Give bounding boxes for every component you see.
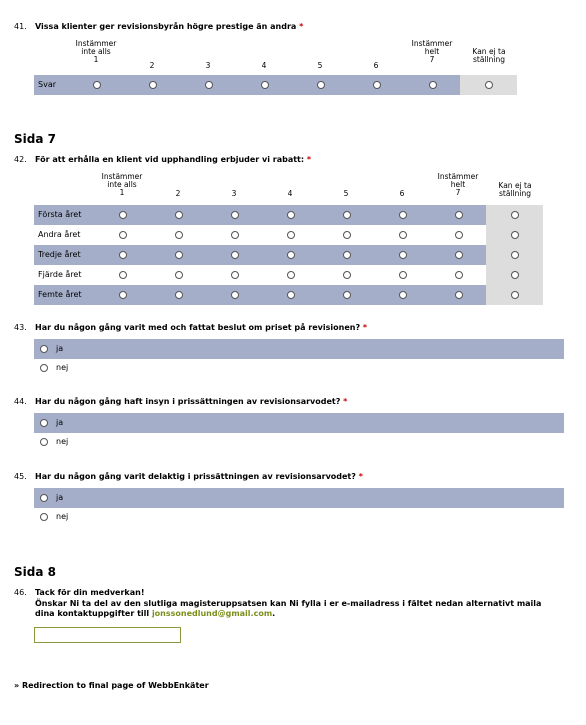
q42-scale-5: 5 <box>343 189 349 198</box>
q46-thanks: Tack för din medverkan! <box>35 588 145 597</box>
q42-scale-2: 2 <box>175 189 181 198</box>
q42-radio[interactable] <box>119 271 127 279</box>
q42-radio-na[interactable] <box>511 211 519 219</box>
q41-radio-1[interactable] <box>93 81 101 89</box>
q42-radio[interactable] <box>119 251 127 259</box>
q42-row-label: Femte året <box>38 290 82 299</box>
q44-number: 44. <box>14 397 27 406</box>
q42-radio[interactable] <box>455 291 463 299</box>
q43-option-label: ja <box>56 344 64 353</box>
q45-question-text: Har du någon gång varit delaktig i prissättningen av revisionsarvodet? <box>35 472 356 481</box>
q42-question <box>35 155 311 164</box>
redirect-link[interactable]: » Redirection to final page of WebbEnkäter <box>14 681 209 690</box>
q42-radio[interactable] <box>231 211 239 219</box>
q42-row-label: Andra året <box>38 230 81 239</box>
q42-row-band <box>34 285 486 305</box>
q42-radio[interactable] <box>175 291 183 299</box>
q41-scale-4: 4 <box>261 61 267 70</box>
q44-option-label: ja <box>56 418 64 427</box>
q43-question-text: Har du någon gång varit med och fattat beslut om priset på revisionen? <box>35 323 361 332</box>
q42-radio[interactable] <box>399 231 407 239</box>
q42-radio[interactable] <box>455 231 463 239</box>
q43-radio-nej[interactable] <box>40 364 48 372</box>
q42-radio[interactable] <box>175 271 183 279</box>
q41-radio-na[interactable] <box>485 81 493 89</box>
q42-scale-low-header: Instämmer inte alls 1 <box>101 172 143 197</box>
q42-radio[interactable] <box>455 251 463 259</box>
q42-row-band <box>34 205 486 225</box>
q42-radio[interactable] <box>343 291 351 299</box>
q41-radio-5[interactable] <box>317 81 325 89</box>
q42-radio[interactable] <box>175 231 183 239</box>
q45-option-band <box>34 488 564 508</box>
q46-request: Önskar Ni ta del av den slutliga magisteruppsatsen kan Ni fylla i er e-mailadress i fältet nedan alternativt maila <box>35 598 542 608</box>
q42-question-text: För att erhålla en klient vid upphandling erbjuder vi rabatt: <box>35 155 305 164</box>
q44-option-band <box>34 413 564 433</box>
q42-radio[interactable] <box>343 271 351 279</box>
q43-option-label: nej <box>56 363 69 372</box>
q41-radio-2[interactable] <box>149 81 157 89</box>
required-marker: * <box>343 397 348 406</box>
q44-radio-ja[interactable] <box>40 419 48 427</box>
q42-radio[interactable] <box>119 291 127 299</box>
q45-question <box>35 472 363 481</box>
q42-scale-high-header: Instämmer helt 7 <box>437 172 479 197</box>
q41-question <box>35 22 303 31</box>
q41-row-label: Svar <box>38 80 57 89</box>
q42-number: 42. <box>14 155 27 164</box>
q45-radio-ja[interactable] <box>40 494 48 502</box>
q42-na-header: Kan ej ta ställning <box>498 181 532 198</box>
q44-question-text: Har du någon gång haft insyn i prissättningen av revisionsarvodet? <box>35 397 341 406</box>
q43-question <box>35 323 367 332</box>
q42-radio[interactable] <box>119 211 127 219</box>
required-marker: * <box>358 472 363 481</box>
q42-radio[interactable] <box>343 251 351 259</box>
q42-radio[interactable] <box>287 291 295 299</box>
q42-radio[interactable] <box>175 251 183 259</box>
email-input[interactable] <box>34 627 181 643</box>
q42-radio[interactable] <box>455 271 463 279</box>
required-marker: * <box>299 22 304 31</box>
q41-scale-5: 5 <box>317 61 323 70</box>
q42-radio[interactable] <box>399 211 407 219</box>
q46-question <box>35 588 575 620</box>
q41-scale-3: 3 <box>205 61 211 70</box>
q41-na-header: Kan ej ta ställning <box>472 47 506 64</box>
q46-number: 46. <box>14 588 27 597</box>
q43-option-band <box>34 339 564 359</box>
q42-row-band <box>34 245 486 265</box>
q42-radio[interactable] <box>399 271 407 279</box>
email-link[interactable]: jonssonedlund@gmail.com <box>151 609 273 618</box>
q42-scale-3: 3 <box>231 189 237 198</box>
q42-radio[interactable] <box>175 211 183 219</box>
page-8-title: Sida 8 <box>14 565 56 579</box>
q45-radio-nej[interactable] <box>40 513 48 521</box>
q44-option-label: nej <box>56 437 69 446</box>
q42-radio[interactable] <box>287 211 295 219</box>
q41-scale-2: 2 <box>149 61 155 70</box>
q42-row-label: Tredje året <box>38 250 81 259</box>
q42-radio[interactable] <box>231 271 239 279</box>
q41-radio-3[interactable] <box>205 81 213 89</box>
q45-option-label: nej <box>56 512 69 521</box>
required-marker: * <box>306 155 312 164</box>
q42-radio[interactable] <box>455 211 463 219</box>
q41-question-text: Vissa klienter ger revisionsbyrån högre prestige än andra <box>35 22 297 31</box>
q42-scale-6: 6 <box>399 189 405 198</box>
q42-radio-na[interactable] <box>511 271 519 279</box>
page-7-title: Sida 7 <box>14 132 56 146</box>
q42-scale-4: 4 <box>287 189 293 198</box>
q41-radio-4[interactable] <box>261 81 269 89</box>
q45-number: 45. <box>14 472 27 481</box>
q45-option-label: ja <box>56 493 64 502</box>
q41-number: 41. <box>14 22 27 31</box>
q41-scale-6: 6 <box>373 61 379 70</box>
q42-row-label: Fjärde året <box>38 270 82 279</box>
q42-radio-na[interactable] <box>511 251 519 259</box>
q44-question <box>35 397 347 406</box>
q42-radio[interactable] <box>231 291 239 299</box>
q42-radio-na[interactable] <box>511 291 519 299</box>
q42-radio[interactable] <box>287 251 295 259</box>
q41-radio-7[interactable] <box>429 81 437 89</box>
q42-row-label: Första året <box>38 210 82 219</box>
q42-radio[interactable] <box>287 271 295 279</box>
q42-radio[interactable] <box>399 291 407 299</box>
q42-radio[interactable] <box>231 251 239 259</box>
required-marker: * <box>362 323 368 332</box>
q42-radio[interactable] <box>399 251 407 259</box>
q43-number: 43. <box>14 323 27 332</box>
q41-scale-low-header: Instämmer inte alls 1 <box>75 39 117 64</box>
q44-radio-nej[interactable] <box>40 438 48 446</box>
q41-radio-6[interactable] <box>373 81 381 89</box>
q42-radio[interactable] <box>231 231 239 239</box>
q42-radio[interactable] <box>343 211 351 219</box>
q46-contact: dina kontaktuppgifter till jonssonedlund@gmail.com. <box>35 609 276 618</box>
q42-radio-na[interactable] <box>511 231 519 239</box>
q43-radio-ja[interactable] <box>40 345 48 353</box>
q42-radio[interactable] <box>343 231 351 239</box>
q42-radio[interactable] <box>119 231 127 239</box>
q41-scale-high-header: Instämmer helt 7 <box>411 39 453 64</box>
q42-radio[interactable] <box>287 231 295 239</box>
